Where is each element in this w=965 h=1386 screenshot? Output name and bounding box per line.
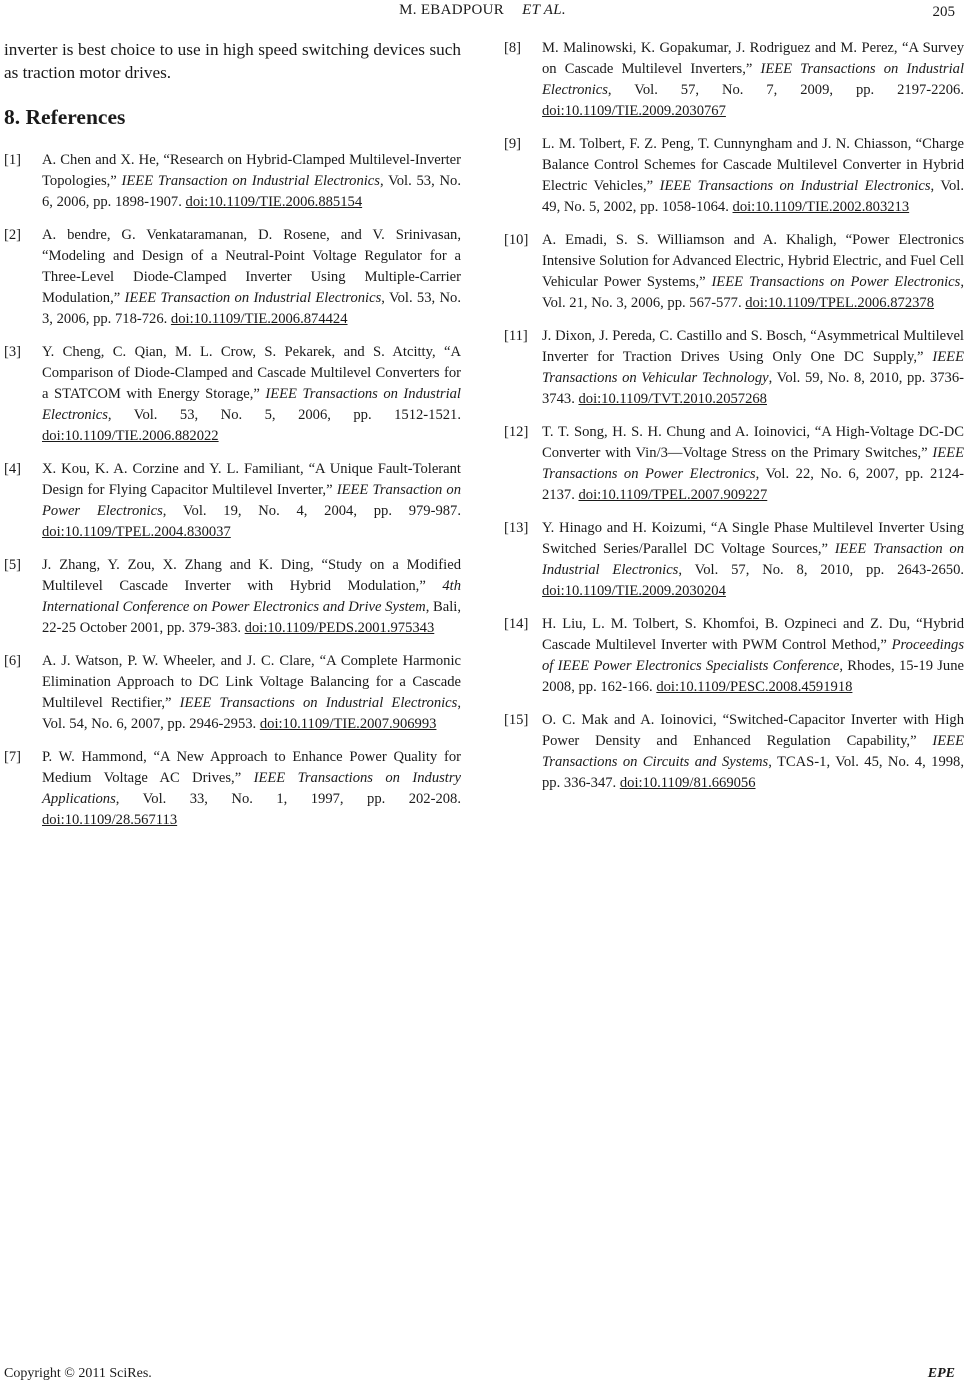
- reference-item: [4, 555, 461, 639]
- left-column: [4, 38, 461, 843]
- reference-doi-link[interactable]: doi:10.1109/TPEL.2007.909227: [578, 487, 768, 503]
- reference-journal: IEEE Transaction on Industrial Electronics: [124, 290, 382, 306]
- reference-journal: IEEE Transactions on Industrial Electronics: [179, 695, 458, 711]
- reference-authors-title: X. Kou, K. A. Corzine and Y. L. Familiant, “A Unique Fault-Tolerant Design for Flying Capacitor Multilevel Inverter,”: [42, 461, 461, 498]
- reference-number: [10]: [504, 232, 529, 248]
- intro-paragraph: inverter is best choice to use in high speed switching devices such as traction motor drives.: [4, 40, 461, 82]
- reference-number: [14]: [504, 616, 529, 632]
- reference-details: , Vol. 22, No. 6, 2007, pp. 2124-2137.: [542, 466, 964, 503]
- reference-number: [13]: [504, 520, 529, 536]
- reference-authors-title: J. Dixon, J. Pereda, C. Castillo and S. Bosch, “Asymmetrical Multilevel Inverter for Traction Drives Using Only One DC Supply,”: [542, 328, 964, 365]
- reference-doi-link[interactable]: doi:10.1109/TPEL.2004.830037: [42, 524, 231, 540]
- reference-text: [542, 422, 964, 506]
- reference-journal: IEEE Transaction on Power Electronics: [42, 482, 462, 519]
- reference-authors-title: L. M. Tolbert, F. Z. Peng, T. Cunnyngham and J. N. Chiasson, “Charge Balance Control Schemes for Cascade Multilevel Converter in Hybrid Electric Vehicles,”: [542, 136, 964, 194]
- reference-journal: IEEE Transactions on Industrial Electronics: [42, 386, 461, 423]
- reference-doi-link[interactable]: doi:10.1109/TIE.2006.874424: [170, 311, 348, 327]
- reference-details: , Bali, 22-25 October 2001, pp. 379-383.: [42, 599, 461, 636]
- reference-journal: IEEE Transactions on Industrial Electronics: [659, 178, 931, 194]
- reference-authors-title: P. W. Hammond, “A New Approach to Enhance Power Quality for Medium Voltage AC Drives,”: [42, 749, 461, 786]
- reference-details: , Vol. 54, No. 6, 2007, pp. 2946-2953.: [42, 695, 461, 732]
- reference-number: [2]: [4, 227, 22, 243]
- reference-text: [542, 230, 964, 314]
- reference-text: [42, 747, 461, 831]
- reference-item: [4, 459, 461, 543]
- footer-copyright: Copyright © 2011 SciRes.: [4, 1366, 152, 1381]
- reference-doi-link[interactable]: doi:10.1109/TPEL.2006.872378: [745, 295, 935, 311]
- reference-item: [504, 230, 964, 314]
- running-header: [0, 2, 965, 19]
- reference-number: [11]: [504, 328, 528, 344]
- reference-item: [504, 134, 964, 218]
- reference-number: [4]: [4, 461, 22, 477]
- reference-doi-link[interactable]: doi:10.1109/TIE.2002.803213: [732, 199, 910, 215]
- reference-item: [504, 38, 964, 122]
- reference-text: [42, 651, 461, 735]
- reference-item: [4, 651, 461, 735]
- reference-doi-link[interactable]: doi:10.1109/81.669056: [619, 775, 756, 791]
- reference-doi-link[interactable]: doi:10.1109/TIE.2006.885154: [185, 194, 363, 210]
- reference-journal: IEEE Transactions on Industry Applications: [42, 770, 462, 807]
- reference-journal: IEEE Transactions on Industrial Electronics: [542, 61, 965, 98]
- reference-authors-title: A. Chen and X. He, “Research on Hybrid-Clamped Multilevel-Inverter Topologies,”: [42, 152, 461, 189]
- reference-authors-title: A. bendre, G. Venkataramanan, D. Rosene, and V. Srinivasan, “Modeling and Design of a Neutral-Point Voltage Regulator for a Three-Level Diode-Clamped Inverter Using Multiple-Carrier Modulation,”: [42, 227, 461, 306]
- reference-details: , Vol. 21, No. 3, 2006, pp. 567-577.: [542, 274, 964, 311]
- reference-journal: IEEE Transaction on Industrial Electronics: [121, 173, 380, 189]
- reference-details: , Vol. 53, No. 3, 2006, pp. 718-726.: [42, 290, 461, 327]
- reference-list-left: [4, 150, 461, 831]
- reference-text: [42, 150, 461, 213]
- reference-item: [4, 225, 461, 330]
- reference-text: [542, 614, 964, 698]
- reference-number: [6]: [4, 653, 22, 669]
- reference-authors-title: Y. Hinago and H. Koizumi, “A Single Phase Multilevel Inverter Using Switched Series/Parallel DC Voltage Sources,”: [542, 520, 964, 557]
- reference-doi-link[interactable]: doi:10.1109/TIE.2009.2030767: [542, 103, 726, 119]
- reference-item: [504, 614, 964, 698]
- reference-text: [542, 710, 964, 794]
- reference-details: , Vol. 59, No. 8, 2010, pp. 3736-3743.: [542, 370, 964, 407]
- reference-details: , Vol. 57, No. 7, 2009, pp. 2197-2206.: [607, 82, 964, 98]
- reference-doi-link[interactable]: doi:10.1109/TVT.2010.2057268: [578, 391, 767, 407]
- reference-authors-title: J. Zhang, Y. Zou, X. Zhang and K. Ding, “Study on a Modified Multilevel Cascade Inverter with Hybrid Modulation,”: [42, 557, 461, 594]
- reference-doi-link[interactable]: doi:10.1109/PESC.2008.4591918: [656, 679, 853, 695]
- reference-details: , Vol. 57, No. 8, 2010, pp. 2643-2650.: [678, 562, 965, 578]
- reference-text: [542, 38, 964, 122]
- reference-journal: IEEE Transaction on Industrial Electronics: [542, 541, 964, 578]
- reference-item: [504, 518, 964, 602]
- section-title: 8. References: [4, 105, 126, 129]
- reference-details: , Rhodes, 15-19 June 2008, pp. 162-166.: [542, 658, 964, 695]
- reference-doi-link[interactable]: doi:10.1109/TIE.2009.2030204: [542, 583, 726, 599]
- reference-number: [3]: [4, 344, 22, 360]
- reference-number: [9]: [504, 136, 522, 152]
- reference-doi-link[interactable]: doi:10.1109/PEDS.2001.975343: [244, 620, 435, 636]
- reference-journal: IEEE Transactions on Power Electronics: [542, 445, 964, 482]
- reference-authors-title: Y. Cheng, C. Qian, M. L. Crow, S. Pekarek, and S. Atcitty, “A Comparison of Diode-Clamped and Cascade Multilevel Converters for a STATCOM with Energy Storage,”: [42, 344, 461, 402]
- reference-text: [542, 326, 964, 410]
- reference-text: [42, 225, 461, 330]
- reference-item: [504, 422, 964, 506]
- reference-item: [504, 326, 964, 410]
- reference-item: [4, 747, 461, 831]
- reference-item: [504, 710, 964, 794]
- reference-text: [42, 342, 461, 447]
- right-column: [504, 38, 964, 806]
- reference-number: [7]: [4, 749, 22, 765]
- reference-authors-title: O. C. Mak and A. Ioinovici, “Switched-Capacitor Inverter with High Power Density and Enhanced Regulation Capability,”: [542, 712, 964, 749]
- reference-journal: 4th International Conference on Power Electronics and Drive System: [42, 578, 461, 615]
- reference-details: , Vol. 19, No. 4, 2004, pp. 979-987.: [162, 503, 462, 519]
- reference-details: , Vol. 53, No. 5, 2006, pp. 1512-1521.: [107, 407, 461, 423]
- header-author: M. EBADPOUR: [399, 2, 505, 18]
- reference-number: [12]: [504, 424, 529, 440]
- reference-details: , Vol. 53, No. 6, 2006, pp. 1898-1907.: [42, 173, 461, 210]
- reference-text: [42, 459, 461, 543]
- reference-authors-title: A. Emadi, S. S. Williamson and A. Khaligh, “Power Electronics Intensive Solution for Advanced Electric, Hybrid Electric, and Fuel Cell Vehicular Power Systems,”: [542, 232, 964, 290]
- reference-doi-link[interactable]: doi:10.1109/TIE.2006.882022: [42, 428, 219, 444]
- reference-journal: IEEE Transactions on Circuits and Systems: [542, 733, 964, 770]
- reference-journal: IEEE Transactions on Power Electronics: [711, 274, 961, 290]
- reference-item: [4, 342, 461, 447]
- reference-number: [15]: [504, 712, 529, 728]
- reference-text: [42, 555, 461, 639]
- reference-details: , TCAS-1, Vol. 45, No. 4, 1998, pp. 336-347.: [542, 754, 964, 791]
- reference-authors-title: H. Liu, L. M. Tolbert, S. Khomfoi, B. Ozpineci and Z. Du, “Hybrid Cascade Multilevel Inverter with PWM Control Method,”: [542, 616, 964, 653]
- reference-details: , Vol. 33, No. 1, 1997, pp. 202-208.: [115, 791, 461, 807]
- reference-text: [542, 134, 964, 218]
- reference-journal: IEEE Transactions on Vehicular Technology: [542, 349, 964, 386]
- reference-journal: Proceedings of IEEE Power Electronics Specialists Conference: [542, 637, 964, 674]
- reference-authors-title: M. Malinowski, K. Gopakumar, J. Rodriguez and M. Perez, “A Survey on Cascade Multilevel Inverters,”: [542, 40, 964, 77]
- reference-doi-link[interactable]: doi:10.1109/28.567113: [42, 812, 178, 828]
- reference-number: [8]: [504, 40, 522, 56]
- reference-authors-title: T. T. Song, H. S. H. Chung and A. Ioinovici, “A High-Voltage DC-DC Converter with Vin/3—Voltage Stress on the Primary Switches,”: [542, 424, 964, 461]
- page-number: 205: [932, 4, 955, 20]
- reference-details: , Vol. 49, No. 5, 2002, pp. 1058-1064.: [542, 178, 964, 215]
- reference-list-right: [504, 38, 964, 794]
- reference-number: [1]: [4, 152, 22, 168]
- footer-journal: EPE: [927, 1366, 955, 1381]
- reference-text: [542, 518, 964, 602]
- reference-doi-link[interactable]: doi:10.1109/TIE.2007.906993: [259, 716, 437, 732]
- reference-authors-title: A. J. Watson, P. W. Wheeler, and J. C. Clare, “A Complete Harmonic Elimination Approach to DC Link Voltage Balancing for a Cascade Multilevel Rectifier,”: [42, 653, 461, 711]
- reference-item: [4, 150, 461, 213]
- header-etal: ET AL.: [522, 2, 566, 18]
- reference-number: [5]: [4, 557, 22, 573]
